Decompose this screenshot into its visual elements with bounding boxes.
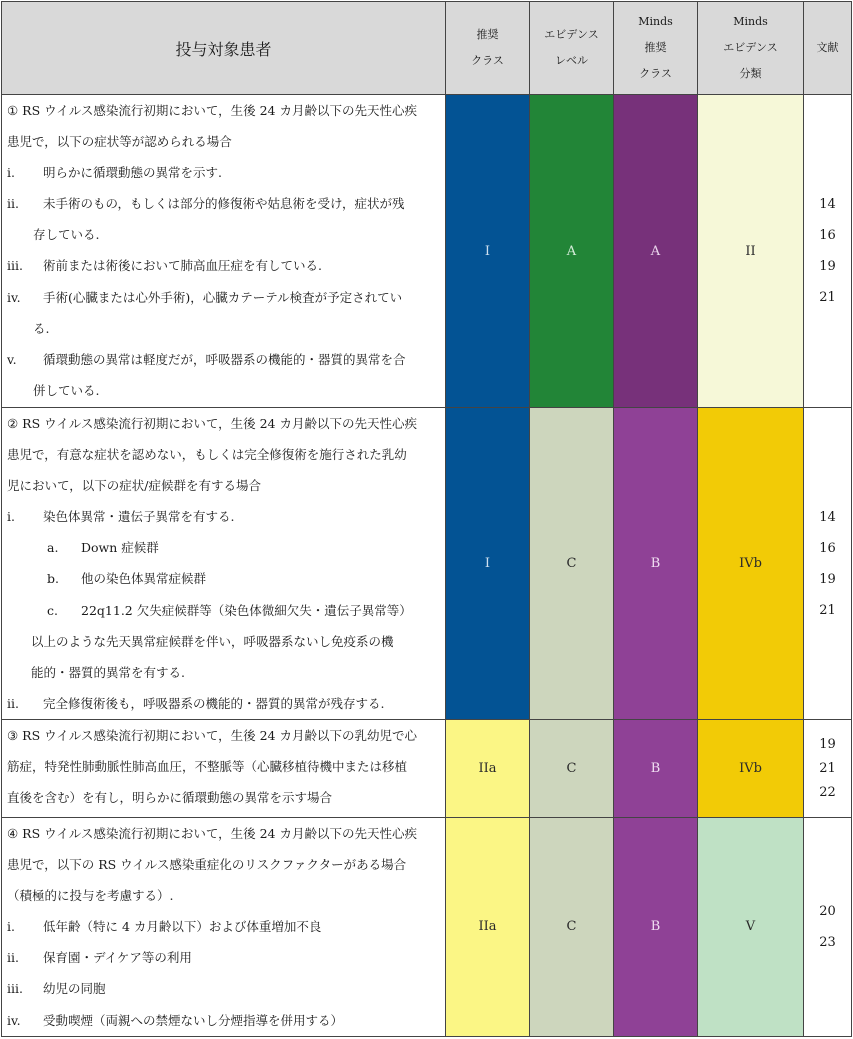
header-minds-evidence [698, 2, 804, 95]
table-row [2, 720, 852, 818]
ref-number: 14 [819, 197, 836, 212]
patient-criteria-cell [2, 818, 446, 1037]
ref-number: 16 [819, 540, 836, 556]
item-marker: iii. [7, 981, 23, 997]
criteria-line: 患児で，以下の症状等が認められる場合 [7, 134, 232, 150]
item-text: 受動喫煙（両親への禁煙ないし分煙指導を併用する） [43, 1012, 344, 1028]
minds-evidence-cell: II [698, 95, 804, 408]
item-marker: i. [7, 509, 15, 525]
criteria-subitem [7, 532, 439, 563]
rec-class-cell: I [446, 408, 530, 720]
recommendation-table [1, 1, 852, 1037]
rec-class-cell: IIa [446, 720, 530, 818]
item-text: 術前または術後において肺高血圧症を有している. [43, 258, 322, 274]
item-marker: iv. [7, 1012, 21, 1028]
header-refs: 文献 [804, 2, 852, 95]
criteria-item [7, 911, 439, 942]
rec-class-cell: I [446, 95, 530, 408]
header-text: エビデンス [723, 41, 778, 54]
patient-criteria-cell [2, 95, 446, 408]
ref-number: 19 [819, 571, 836, 587]
criteria-line: 患児で，有意な症状を認めない，もしくは完全修復術を施行された乳幼 [7, 447, 407, 463]
item-marker: a. [47, 540, 59, 556]
criteria-line: ② RS ウイルス感染流行初期において，生後 24 カ月齢以下の先天性心疾 [7, 416, 417, 431]
table-row [2, 818, 852, 1037]
item-text: 染色体異常・遺伝子異常を有する. [43, 509, 235, 525]
item-text: 他の染色体異常症候群 [81, 571, 207, 587]
item-marker: b. [47, 571, 59, 587]
rec-class-cell: IIa [446, 818, 530, 1037]
ref-number: 16 [819, 228, 836, 243]
item-marker: i. [7, 919, 15, 935]
refs-cell [804, 408, 852, 720]
criteria-item [7, 188, 439, 219]
item-text: 手術(心臓または心外手術)，心臓カテーテル検査が予定されてい [43, 289, 403, 305]
minds-evidence-cell: V [698, 818, 804, 1037]
ref-number: 20 [819, 903, 836, 919]
criteria-line: ④ RS ウイルス感染流行初期において，生後 24 カ月齢以下の先天性心疾 [7, 826, 417, 841]
ref-number: 19 [819, 259, 836, 274]
criteria-subitem [7, 595, 439, 626]
item-marker: ii. [7, 695, 19, 711]
criteria-line: 児において，以下の症状/症候群を有する場合 [7, 478, 261, 494]
ref-number: 14 [819, 509, 836, 525]
criteria-line: 直後を含む）を有し，明らかに循環動態の異常を示す場合 [7, 790, 333, 806]
criteria-item [7, 1005, 439, 1036]
item-marker: iv. [7, 289, 21, 305]
header-evidence-level [530, 2, 614, 95]
criteria-line: 筋症，特発性肺動脈性肺高血圧，不整脈等（心臓移植待機中または移植 [7, 759, 408, 775]
item-text: 循環動態の異常は軽度だが，呼吸器系の機能的・器質的異常を合 [43, 351, 406, 367]
criteria-line: 能的・器質的異常を有する. [31, 664, 185, 680]
criteria-line: 存している. [33, 227, 100, 243]
evidence-level-cell: C [530, 408, 614, 720]
item-marker: ii. [7, 196, 19, 212]
minds-rec-cell: B [614, 408, 698, 720]
refs-cell [804, 818, 852, 1037]
evidence-level-cell: C [530, 720, 614, 818]
item-text: 明らかに循環動態の異常を示す. [43, 165, 222, 181]
refs-cell [804, 720, 852, 818]
header-text: エビデンス [544, 28, 599, 41]
item-text: 低年齢（特に 4 カ月齢以下）および体重増加不良 [43, 919, 322, 935]
ref-number: 22 [819, 784, 836, 800]
header-text: クラス [639, 67, 672, 80]
item-marker: i. [7, 165, 15, 181]
item-text: 幼児の同胞 [43, 981, 106, 997]
criteria-line: 併している. [33, 382, 100, 398]
item-text: 未手術のもの，もしくは部分的修復術や姑息術を受け，症状が残 [43, 196, 405, 212]
ref-number: 23 [819, 934, 836, 950]
criteria-item [7, 344, 439, 375]
item-marker: c. [47, 602, 58, 618]
header-text: 分類 [739, 67, 762, 80]
criteria-item [7, 157, 439, 188]
criteria-item [7, 250, 439, 281]
header-text: レベル [555, 54, 588, 67]
minds-rec-cell: B [614, 818, 698, 1037]
criteria-item [7, 942, 439, 973]
criteria-line: 患児で，以下の RS ウイルス感染重症化のリスクファクターがある場合 [7, 857, 407, 873]
minds-rec-cell: A [614, 95, 698, 408]
criteria-item [7, 282, 439, 313]
ref-number: 21 [819, 290, 836, 305]
minds-rec-cell: B [614, 720, 698, 818]
item-marker: v. [7, 351, 17, 367]
header-rec-class [446, 2, 530, 95]
ref-number: 21 [819, 760, 836, 776]
evidence-level-cell: C [530, 818, 614, 1037]
criteria-item [7, 973, 439, 1004]
header-text: クラス [471, 54, 504, 67]
refs-cell [804, 95, 852, 408]
evidence-level-cell: A [530, 95, 614, 408]
patient-criteria-cell [2, 720, 446, 818]
header-text: Minds [733, 15, 768, 28]
ref-number: 19 [819, 736, 836, 752]
item-text: 保育園・デイケア等の利用 [43, 950, 192, 966]
item-text: 完全修復術後も，呼吸器系の機能的・器質的異常が残存する. [43, 695, 385, 711]
patient-criteria-cell [2, 408, 446, 720]
criteria-line: ① RS ウイルス感染流行初期において，生後 24 カ月齢以下の先天性心疾 [7, 103, 417, 118]
item-text: Down 症候群 [81, 540, 159, 556]
item-marker: ii. [7, 950, 19, 966]
minds-evidence-cell: IVb [698, 720, 804, 818]
criteria-line: 以上のような先天異常症候群を伴い，呼吸器系ないし免疫系の機 [31, 633, 394, 649]
criteria-subitem [7, 563, 439, 594]
minds-evidence-cell: IVb [698, 408, 804, 720]
criteria-line: （積極的に投与を考慮する）. [7, 888, 174, 904]
header-row [2, 2, 852, 95]
table-row [2, 408, 852, 720]
criteria-line: ③ RS ウイルス感染流行初期において，生後 24 カ月齢以下の乳幼児で心 [7, 728, 417, 743]
item-text: 22q11.2 欠失症候群等（染色体微細欠失・遺伝子異常等） [81, 602, 412, 618]
header-text: 推奨 [644, 41, 667, 54]
ref-number: 21 [819, 602, 836, 618]
criteria-line: る. [33, 320, 50, 336]
header-patient: 投与対象患者 [2, 2, 446, 95]
criteria-item [7, 501, 439, 532]
header-minds-rec [614, 2, 698, 95]
header-text: 推奨 [476, 28, 499, 41]
header-text: Minds [638, 15, 673, 28]
item-marker: iii. [7, 258, 23, 274]
table-row [2, 95, 852, 408]
criteria-item [7, 688, 439, 719]
